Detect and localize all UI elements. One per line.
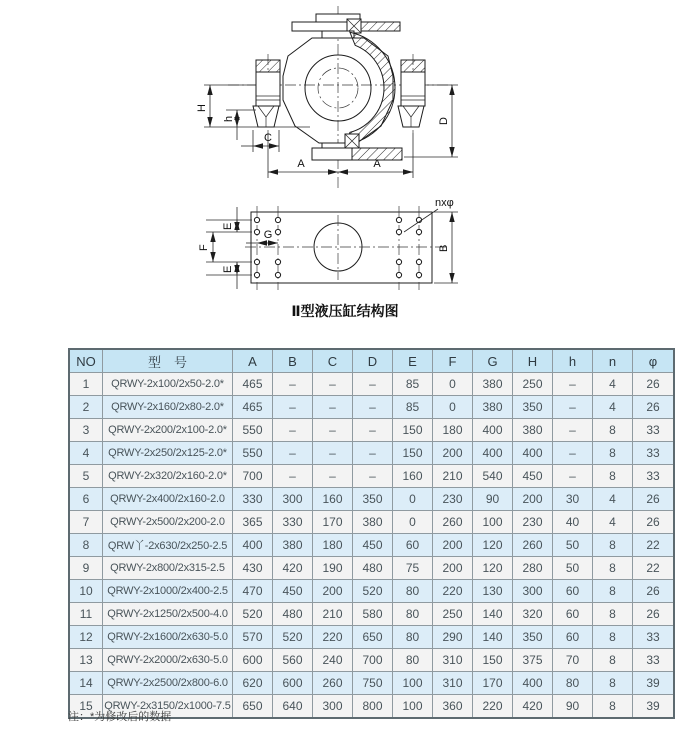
value-cell: 520: [353, 580, 393, 603]
model-cell: QRWY-2x320/2x160-2.0*: [103, 465, 233, 488]
value-cell: 40: [553, 511, 593, 534]
value-cell: 2: [69, 396, 103, 419]
front-view: [196, 6, 458, 188]
value-cell: 7: [69, 511, 103, 534]
value-cell: –: [353, 373, 393, 396]
value-cell: 520: [233, 603, 273, 626]
value-cell: 26: [633, 396, 675, 419]
value-cell: 60: [393, 534, 433, 557]
value-cell: 450: [273, 580, 313, 603]
spec-table-head: [69, 349, 674, 373]
value-cell: –: [353, 396, 393, 419]
model-cell: QRWY-2x3150/2x1000-7.5: [103, 695, 233, 719]
model-cell: QRWY-2x800/2x315-2.5: [103, 557, 233, 580]
value-cell: 210: [313, 603, 353, 626]
value-cell: –: [553, 419, 593, 442]
value-cell: 9: [69, 557, 103, 580]
table-row: [69, 580, 674, 603]
model-cell: QRWY-2x1000/2x400-2.5: [103, 580, 233, 603]
value-cell: 220: [473, 695, 513, 719]
dimension-E-top: [222, 207, 237, 232]
value-cell: 580: [353, 603, 393, 626]
value-cell: 200: [513, 488, 553, 511]
spec-table: [68, 348, 675, 719]
value-cell: 80: [393, 649, 433, 672]
value-cell: 80: [553, 672, 593, 695]
value-cell: –: [273, 396, 313, 419]
model-cell: QRWY-2x160/2x80-2.0*: [103, 396, 233, 419]
dimension-C: [241, 130, 279, 152]
value-cell: –: [273, 465, 313, 488]
value-cell: 4: [593, 396, 633, 419]
value-cell: 10: [69, 580, 103, 603]
table-row: [69, 396, 674, 419]
value-cell: 8: [593, 419, 633, 442]
table-row: [69, 488, 674, 511]
value-cell: 0: [393, 511, 433, 534]
value-cell: 220: [433, 580, 473, 603]
value-cell: 310: [433, 672, 473, 695]
value-cell: 700: [233, 465, 273, 488]
value-cell: 170: [313, 511, 353, 534]
value-cell: 8: [593, 534, 633, 557]
table-row: [69, 603, 674, 626]
value-cell: –: [553, 373, 593, 396]
dim-label-E-top: E: [222, 222, 234, 230]
bolt-callout-label: nxφ: [435, 197, 454, 209]
value-cell: 360: [433, 695, 473, 719]
value-cell: –: [353, 465, 393, 488]
value-cell: 33: [633, 465, 675, 488]
value-cell: 465: [233, 373, 273, 396]
value-cell: 375: [513, 649, 553, 672]
spec-table-body: [69, 373, 674, 719]
value-cell: 160: [393, 465, 433, 488]
column-header: 型 号: [103, 349, 233, 373]
table-row: [69, 557, 674, 580]
value-cell: –: [353, 419, 393, 442]
drawing-caption: Ⅱ型液压缸结构图: [291, 303, 399, 319]
value-cell: 200: [433, 534, 473, 557]
value-cell: 365: [233, 511, 273, 534]
table-row: [69, 649, 674, 672]
value-cell: 700: [353, 649, 393, 672]
dim-label-h: h: [223, 115, 235, 122]
value-cell: 0: [433, 396, 473, 419]
value-cell: –: [273, 419, 313, 442]
value-cell: 6: [69, 488, 103, 511]
bearing-symbol-bottom: [345, 134, 359, 148]
value-cell: 26: [633, 580, 675, 603]
table-row: [69, 511, 674, 534]
value-cell: 100: [393, 672, 433, 695]
value-cell: 540: [473, 465, 513, 488]
value-cell: 26: [633, 488, 675, 511]
value-cell: 11: [69, 603, 103, 626]
value-cell: –: [313, 442, 353, 465]
value-cell: 75: [393, 557, 433, 580]
value-cell: 350: [353, 488, 393, 511]
value-cell: 60: [553, 603, 593, 626]
value-cell: 350: [513, 626, 553, 649]
value-cell: 350: [513, 396, 553, 419]
value-cell: 22: [633, 557, 675, 580]
value-cell: 39: [633, 672, 675, 695]
value-cell: 260: [433, 511, 473, 534]
header-row: [69, 349, 674, 373]
model-cell: QRWY-2x2500/2x800-6.0: [103, 672, 233, 695]
value-cell: 60: [553, 580, 593, 603]
value-cell: 250: [513, 373, 553, 396]
value-cell: 22: [633, 534, 675, 557]
value-cell: 120: [473, 534, 513, 557]
model-cell: QRWY-2x1250/2x500-4.0: [103, 603, 233, 626]
value-cell: 50: [553, 534, 593, 557]
value-cell: 80: [393, 580, 433, 603]
dim-label-C: C: [264, 132, 272, 144]
value-cell: 120: [473, 557, 513, 580]
column-header: C: [313, 349, 353, 373]
bolt-callout: [404, 197, 454, 232]
top-view: [198, 197, 458, 290]
dimension-B: [434, 212, 458, 283]
value-cell: 14: [69, 672, 103, 695]
value-cell: –: [313, 419, 353, 442]
value-cell: 30: [553, 488, 593, 511]
value-cell: 400: [473, 442, 513, 465]
value-cell: 470: [233, 580, 273, 603]
value-cell: 280: [513, 557, 553, 580]
value-cell: 300: [513, 580, 553, 603]
dimension-E-bottom: [222, 262, 237, 289]
value-cell: 70: [553, 649, 593, 672]
column-header: B: [273, 349, 313, 373]
value-cell: 0: [433, 373, 473, 396]
value-cell: 8: [593, 557, 633, 580]
table-row: [69, 626, 674, 649]
value-cell: 330: [233, 488, 273, 511]
dim-label-G: G: [263, 229, 273, 241]
value-cell: 8: [593, 580, 633, 603]
value-cell: 90: [473, 488, 513, 511]
value-cell: 80: [393, 603, 433, 626]
value-cell: 8: [593, 603, 633, 626]
value-cell: 26: [633, 603, 675, 626]
value-cell: 320: [513, 603, 553, 626]
value-cell: 33: [633, 442, 675, 465]
value-cell: 60: [553, 626, 593, 649]
dimension-h: [223, 110, 256, 140]
dim-label-B: B: [438, 244, 450, 252]
value-cell: 4: [593, 511, 633, 534]
value-cell: 420: [513, 695, 553, 719]
column-header: G: [473, 349, 513, 373]
model-cell: QRWY-2x2000/2x630-5.0: [103, 649, 233, 672]
value-cell: 620: [233, 672, 273, 695]
value-cell: 250: [433, 603, 473, 626]
value-cell: 290: [433, 626, 473, 649]
value-cell: 550: [233, 419, 273, 442]
cylinder-structure-drawing: [0, 0, 700, 336]
value-cell: 8: [593, 626, 633, 649]
value-cell: 600: [233, 649, 273, 672]
value-cell: 150: [473, 649, 513, 672]
value-cell: 330: [273, 511, 313, 534]
value-cell: 260: [313, 672, 353, 695]
model-cell: QRWY-2x100/2x50-2.0*: [103, 373, 233, 396]
value-cell: 200: [433, 557, 473, 580]
value-cell: 180: [313, 534, 353, 557]
table-row: [69, 465, 674, 488]
value-cell: 8: [593, 442, 633, 465]
value-cell: 240: [313, 649, 353, 672]
value-cell: 26: [633, 511, 675, 534]
value-cell: 33: [633, 626, 675, 649]
value-cell: 140: [473, 603, 513, 626]
dim-label-A-left: A: [297, 158, 305, 170]
value-cell: 140: [473, 626, 513, 649]
column-header: H: [513, 349, 553, 373]
value-cell: –: [313, 396, 353, 419]
value-cell: 3: [69, 419, 103, 442]
value-cell: 300: [273, 488, 313, 511]
table-row: [69, 672, 674, 695]
value-cell: 80: [393, 626, 433, 649]
spec-table-wrap: [68, 348, 675, 719]
table-row: [69, 534, 674, 557]
value-cell: 650: [353, 626, 393, 649]
model-cell: QRWY-2x400/2x160-2.0: [103, 488, 233, 511]
column-header: F: [433, 349, 473, 373]
value-cell: 8: [593, 695, 633, 719]
value-cell: 450: [353, 534, 393, 557]
table-row: [69, 419, 674, 442]
value-cell: 100: [473, 511, 513, 534]
value-cell: 800: [353, 695, 393, 719]
value-cell: 400: [513, 442, 553, 465]
value-cell: 180: [433, 419, 473, 442]
value-cell: 8: [69, 534, 103, 557]
value-cell: 380: [513, 419, 553, 442]
value-cell: 220: [313, 626, 353, 649]
model-cell: QRW丫-2x630/2x250-2.5: [103, 534, 233, 557]
value-cell: –: [313, 373, 353, 396]
value-cell: 85: [393, 396, 433, 419]
value-cell: 400: [513, 672, 553, 695]
value-cell: 480: [273, 603, 313, 626]
value-cell: 4: [69, 442, 103, 465]
value-cell: 90: [553, 695, 593, 719]
value-cell: 12: [69, 626, 103, 649]
value-cell: 130: [473, 580, 513, 603]
footnote: 注：*为修改后的数据: [68, 711, 172, 723]
column-header: A: [233, 349, 273, 373]
dimension-F: [198, 232, 213, 262]
dim-label-F: F: [198, 244, 210, 251]
value-cell: 230: [513, 511, 553, 534]
model-cell: QRWY-2x1600/2x630-5.0: [103, 626, 233, 649]
value-cell: –: [553, 465, 593, 488]
value-cell: 39: [633, 695, 675, 719]
top-boss: [322, 31, 354, 38]
column-header: h: [553, 349, 593, 373]
value-cell: 150: [393, 419, 433, 442]
table-row: [69, 442, 674, 465]
value-cell: 5: [69, 465, 103, 488]
value-cell: 400: [233, 534, 273, 557]
value-cell: 13: [69, 649, 103, 672]
value-cell: 380: [273, 534, 313, 557]
value-cell: 4: [593, 488, 633, 511]
value-cell: 640: [273, 695, 313, 719]
value-cell: 520: [273, 626, 313, 649]
column-header: NO: [69, 349, 103, 373]
value-cell: –: [273, 442, 313, 465]
value-cell: 380: [473, 396, 513, 419]
value-cell: 0: [393, 488, 433, 511]
dim-label-E-bottom: E: [222, 265, 234, 273]
value-cell: 450: [513, 465, 553, 488]
value-cell: –: [553, 396, 593, 419]
column-header: D: [353, 349, 393, 373]
value-cell: –: [353, 442, 393, 465]
value-cell: 190: [313, 557, 353, 580]
value-cell: 1: [69, 373, 103, 396]
value-cell: 150: [393, 442, 433, 465]
value-cell: –: [553, 442, 593, 465]
value-cell: –: [273, 373, 313, 396]
section-hatch-wall: [346, 32, 395, 144]
value-cell: 300: [313, 695, 353, 719]
value-cell: 570: [233, 626, 273, 649]
value-cell: 310: [433, 649, 473, 672]
model-cell: QRWY-2x500/2x200-2.0: [103, 511, 233, 534]
value-cell: 160: [313, 488, 353, 511]
column-header: n: [593, 349, 633, 373]
value-cell: 480: [353, 557, 393, 580]
value-cell: 26: [633, 373, 675, 396]
column-header: E: [393, 349, 433, 373]
value-cell: 380: [353, 511, 393, 534]
left-trunnion: [253, 54, 280, 133]
table-row: [69, 373, 674, 396]
value-cell: 465: [233, 396, 273, 419]
value-cell: 8: [593, 465, 633, 488]
column-header: φ: [633, 349, 675, 373]
value-cell: 170: [473, 672, 513, 695]
right-trunnion: [398, 54, 425, 133]
value-cell: 200: [433, 442, 473, 465]
value-cell: 430: [233, 557, 273, 580]
value-cell: 200: [313, 580, 353, 603]
value-cell: 50: [553, 557, 593, 580]
value-cell: 210: [433, 465, 473, 488]
dim-label-A-right: A: [373, 158, 381, 170]
value-cell: –: [313, 465, 353, 488]
value-cell: 230: [433, 488, 473, 511]
value-cell: 420: [273, 557, 313, 580]
value-cell: 100: [393, 695, 433, 719]
dim-label-H: H: [196, 104, 208, 112]
dim-label-D: D: [438, 117, 450, 125]
model-cell: QRWY-2x250/2x125-2.0*: [103, 442, 233, 465]
value-cell: 750: [353, 672, 393, 695]
value-cell: 33: [633, 649, 675, 672]
value-cell: 650: [233, 695, 273, 719]
value-cell: 560: [273, 649, 313, 672]
value-cell: 600: [273, 672, 313, 695]
value-cell: 400: [473, 419, 513, 442]
model-cell: QRWY-2x200/2x100-2.0*: [103, 419, 233, 442]
value-cell: 260: [513, 534, 553, 557]
value-cell: 8: [593, 649, 633, 672]
value-cell: 550: [233, 442, 273, 465]
value-cell: 33: [633, 419, 675, 442]
value-cell: 85: [393, 373, 433, 396]
value-cell: 15: [69, 695, 103, 719]
value-cell: 8: [593, 672, 633, 695]
value-cell: 4: [593, 373, 633, 396]
value-cell: 380: [473, 373, 513, 396]
